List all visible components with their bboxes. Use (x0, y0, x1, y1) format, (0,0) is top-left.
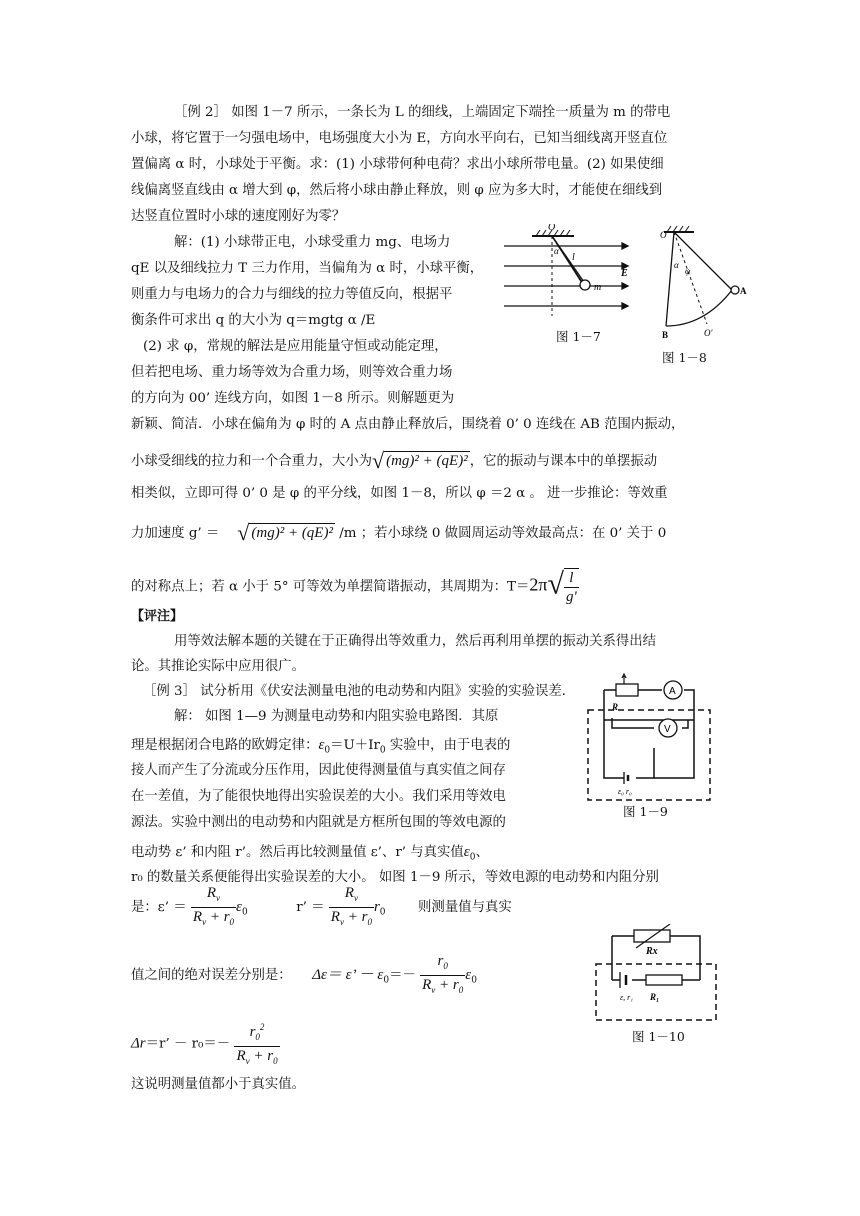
ex2-solution-2: qE 以及细线拉力 T 三力作用，当偏角为 α 时，小球平衡， (131, 261, 484, 276)
eps0-c: ε (236, 899, 242, 915)
ex2-solution-3: 则重力与电场力的合力与细线的拉力等值反向，根据平 (131, 287, 453, 302)
dr-frac-num: $r_0^2$ (234, 1018, 279, 1047)
fig18-label-alpha: α (674, 260, 679, 270)
eps-prime-fraction (191, 884, 236, 931)
fig19-label-R: R (612, 702, 619, 712)
ex3-conclusion: 这说明测量值都小于真实值。 (131, 1077, 306, 1092)
comment-line-2: 论。其推论实际中应用很广。 (131, 659, 306, 674)
comment-line-1: 用等效法解本题的关键在于正确得出等效重力，然后再利用单摆的振动关系得出结 (174, 634, 657, 649)
period-fraction (564, 568, 579, 606)
ex2-line-5: 达竖直位置时小球的速度刚好为零？ (131, 209, 346, 224)
ex2-line-4: 线偏离竖直线由 α 增大到 φ，然后将小球由静止释放，则 φ 应为多大时，才能使在细线到 (131, 183, 663, 198)
fig19-label-er: ε₀ r₀ (618, 787, 632, 796)
ex2-line-3: 置偏离 α 时，小球处于平衡。求：(1) 小球带何种电荷？求出小球所带电量。(2) 如果使细 (131, 157, 664, 172)
ex2-solution-11 (131, 520, 666, 547)
eps0-sub: 0 (324, 745, 331, 756)
ex3-solution-2 (131, 733, 510, 763)
ex3-solution-9-text: 值之间的绝对误差分别是： (131, 968, 292, 983)
ex3-solution-6-text: 电动势 ε’ 和内阻 r’。然后再比较测量值 ε’、r’ 与真实值 (131, 845, 464, 860)
ex2-solution-4: 衡条件可求出 q 的大小为 q＝mgtg α /E (131, 313, 376, 328)
ex3-solution-6-tail: 、 (475, 845, 489, 860)
ex2-solution-9-text: 小球受细线的拉力和一个合重力，大小为 (131, 454, 373, 469)
fig17-label-E: E (621, 268, 628, 279)
ex2-solution-11-tail: /m ；若小球绕 0 做圆周运动等效最高点：在 0’ 关于 0 (334, 526, 667, 541)
ex2-solution-9-tail: ，它的振动与课本中的单摆振动 (469, 454, 658, 469)
delta-r-eq: ＝r’ － r₀＝－ (145, 1036, 231, 1052)
delta-eps-fraction (420, 952, 465, 999)
r0-sub: 0 (379, 745, 386, 756)
ex2-solution-11-text: 力加速度 g’ ＝ (131, 526, 220, 541)
ex3-eps-prime-label: 是：ε’ ＝ (131, 900, 187, 915)
sqrt-sign: √ (372, 448, 385, 473)
ex2-solution-6: 但若把电场、重力场等效为合重力场，则等效合重力场 (131, 365, 453, 380)
fig19-label-A: A (669, 686, 676, 697)
ex2-solution-5: (2) 求 φ，常规的解法是应用能量守恒或动能定理， (143, 339, 448, 354)
period-num: l (564, 569, 579, 588)
r-frac-den: $R_v + r_0$ (330, 909, 372, 927)
delta-eps: Δε＝ ε’ － ε (312, 967, 384, 983)
ex3-r-prime-label: r’ ＝ (296, 900, 325, 915)
delta-r: Δr (131, 1035, 146, 1052)
figure-1-9 (584, 668, 714, 803)
r0-c: r (373, 899, 380, 915)
ex2-solution-7: 的方向为 00’ 连线方向，如图 1－8 所示。则解题更为 (131, 391, 455, 406)
fig110-label-R1: R₁ (650, 992, 660, 1002)
ex3-solution-5: 源法。实验中测出的电动势和内阻就是方框所包围的等效电源的 (131, 815, 506, 830)
ex2-solution-9 (131, 448, 657, 475)
r-prime-fraction (329, 884, 374, 931)
ex3-solution-7: r₀ 的数量关系便能得出实验误差的大小。 如图 1－9 所示，等效电源的电动势和内阻分别 (131, 870, 659, 885)
ex3-solution-8: 是：ε’ ＝ $\frac{R_v}{R_v + r_0}$ $\varepsilon_0$ r’ ＝ $\frac{R_v}{R_v + r_0}$ $r_0$ 则测量值与真实 (131, 884, 512, 933)
fig18-label-phi: φ (685, 266, 690, 276)
ex3-solution-3: 接人而产生了分流或分压作用，因此使得测量值与真实值之间存 (131, 763, 506, 778)
figure-1-10 (592, 924, 722, 1024)
period-den: g' (565, 589, 577, 605)
ex3-solution-4: 在一差值，为了能很快地得出实验误差的大小。我们采用等效电 (131, 789, 506, 804)
figure-1-8 (652, 222, 747, 342)
fig110-label-Rx: Rx (646, 946, 658, 957)
ex3-solution-10 (131, 1018, 280, 1070)
ex3-solution-1: 解： 如图 1—9 为测量电动势和内阻实验电路图．其原 (174, 709, 499, 724)
fig17-label-alpha: α (554, 246, 559, 256)
delta-r-fraction (234, 1018, 279, 1070)
figure-1-8-caption: 图 1－8 (662, 350, 707, 365)
ex3-solution-2-tail: 实验中，由于电表的 (385, 738, 511, 753)
fig110-label-er: ε, r₁ (620, 993, 634, 1002)
ex2-solution-1: 解：(1) 小球带正电，小球受重力 mg、电场力 (174, 235, 451, 250)
figure-1-7-caption: 图 1－7 (556, 329, 601, 344)
eps0-d: ε (465, 967, 472, 983)
ex3-line-1: ［例 3］ 试分析用《伏安法测量电池的电动势和内阻》实验的实验误差． (143, 684, 576, 699)
delta-eps-eq: ＝－ (389, 968, 416, 983)
ex3-solution-6 (131, 840, 489, 870)
ex2-solution-10: 相类似，立即可得 0’ 0 是 φ 的平分线，如图 1－8，所以 φ ＝2 α 。 进一步推论：等效重 (131, 486, 668, 501)
fig18-label-Oprime: O' (704, 328, 713, 338)
resultant-force-expr: (mg)² + (qE)² (386, 453, 468, 469)
fig18-label-A: A (740, 286, 747, 296)
ex3-solution-2-text: 理是根据闭合电路的欧姆定律： (131, 738, 319, 753)
eps0-b: ε (463, 844, 470, 860)
de-frac-num: $r_0$ (420, 952, 465, 976)
equiv-g-expr: (mg)² + (qE)² (251, 525, 333, 541)
figure-1-9-caption: 图 1－9 (623, 804, 668, 819)
ex2-line-2: 小球，将它置于一匀强电场中，电场强度大小为 E，方向水平向右，已知当细线离开竖直位 (131, 131, 668, 146)
fig19-label-V: V (664, 724, 671, 735)
eps-frac-den: $R_v + r_0$ (192, 909, 235, 927)
figure-1-7 (502, 224, 637, 344)
dr-frac-den: $R_v + r_0$ (236, 1048, 278, 1066)
eps0: ε (318, 737, 325, 753)
r-frac-num: $R_v$ (329, 884, 374, 908)
sqrt-sign-2: √ (237, 520, 250, 545)
eps0-b-sub: 0 (469, 852, 476, 863)
comment-heading-visible: 【评注】 (131, 609, 184, 624)
fig17-label-l: l (572, 252, 575, 263)
ex3-ohm-law: ＝U＋Ir (330, 738, 380, 753)
fig17-label-m: m (594, 282, 602, 293)
fig18-label-B: B (662, 330, 669, 340)
ex2-line-1: ［例 2］ 如图 1－7 所示，一条长为 L 的细线，上端固定下端拴一质量为 m 的带电 (174, 105, 671, 120)
fig18-label-O: O (660, 230, 667, 240)
ex2-solution-12 (131, 568, 579, 606)
ex3-solution-9: 值之间的绝对误差分别是： Δε＝ ε’ － $\varepsilon_0=-$ $\frac{r_0}{R_v + r_0}$ $\varepsilon_0$ (131, 952, 477, 1001)
fig17-label-O: O (548, 224, 556, 233)
two-pi: 2π (529, 574, 548, 595)
sqrt-sign-3: √ (547, 567, 564, 601)
ex2-solution-8: 新颖、简洁．小球在偏角为 φ 时的 A 点由静止释放后，围绕着 0’ 0 连线在 AB 范围内振动， (131, 417, 685, 432)
figure-1-10-caption: 图 1－10 (632, 1029, 685, 1044)
ex3-solution-8-tail: 则测量值与真实 (418, 900, 512, 915)
ex2-solution-12-text: 的对称点上；若 α 小于 5° 可等效为单摆简谐振动，其周期为：T＝ (131, 579, 530, 595)
eps-frac-num: $R_v$ (191, 884, 236, 908)
de-frac-den: $R_v + r_0$ (422, 977, 464, 995)
